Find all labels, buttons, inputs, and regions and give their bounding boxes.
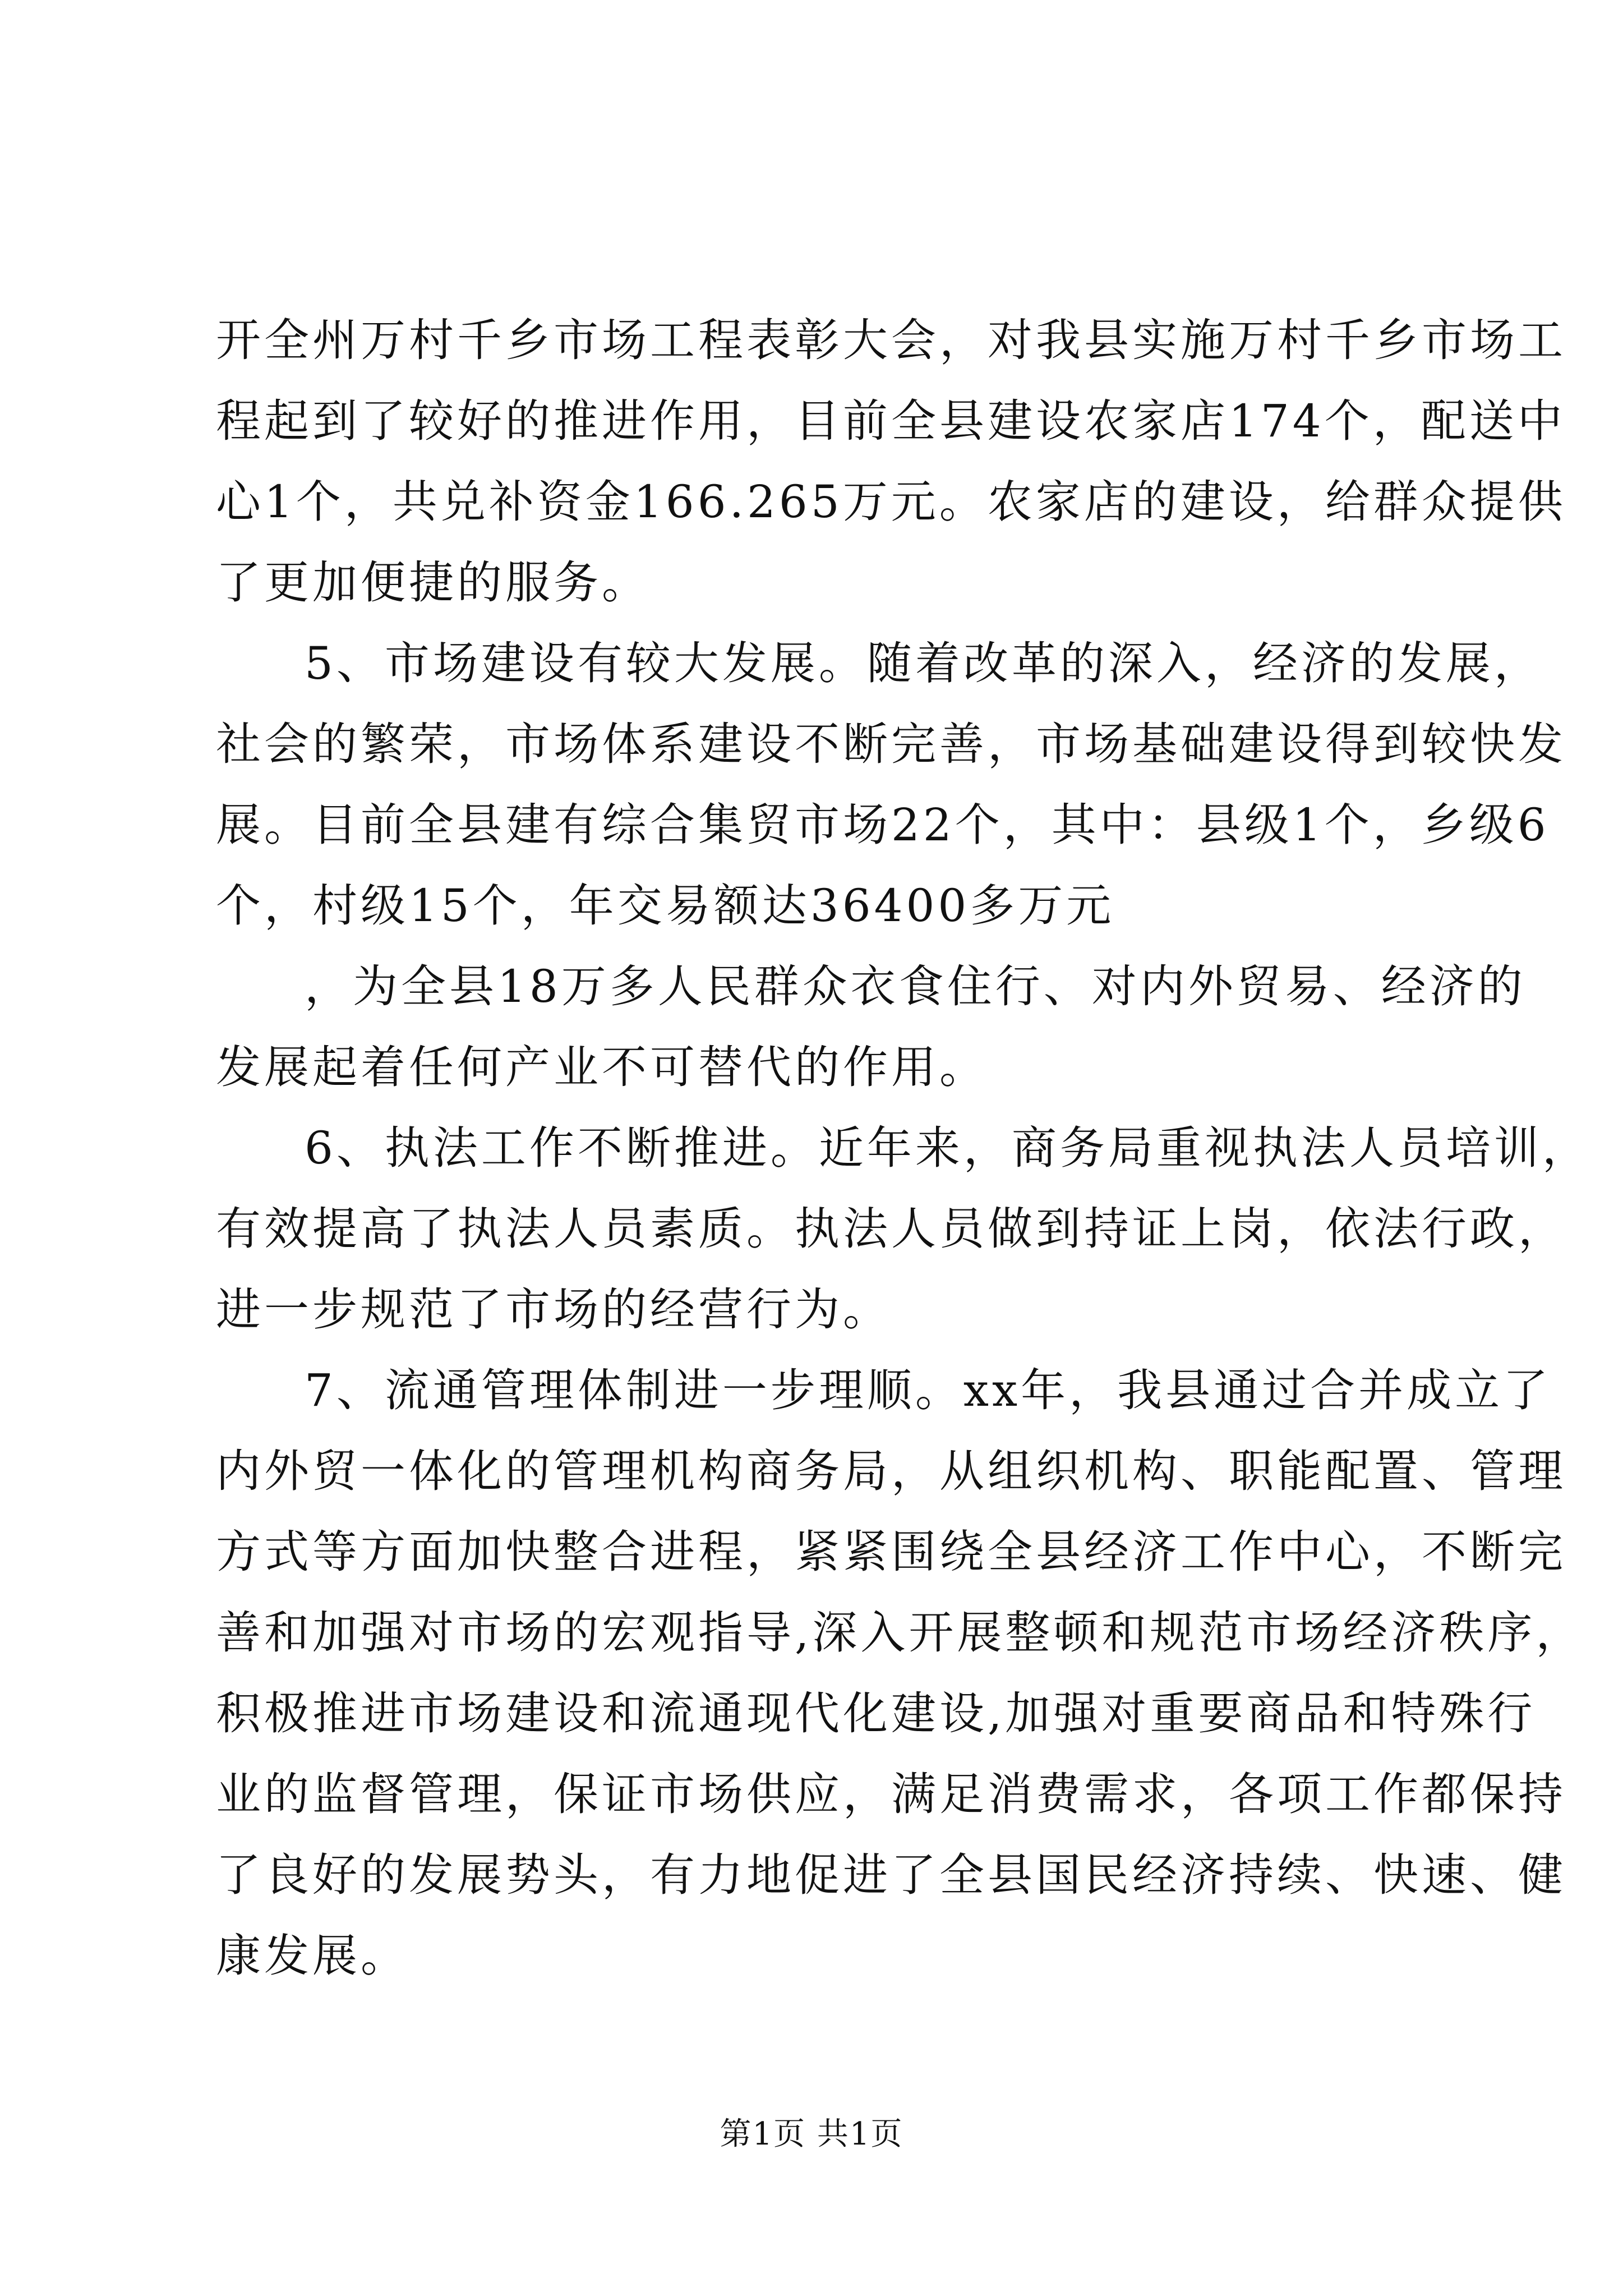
text-line: 程起到了较好的推进作用，目前全县建设农家店174个，配送中: [216, 395, 1566, 447]
paragraph-6-start: 6、执法工作不断推进。近年来，商务局重视执法人员培训，: [305, 1122, 1590, 1174]
text-line: ，为全县18万多人民群众衣食住行、对内外贸易、经济的: [305, 960, 1526, 1013]
text-line: 康发展。: [216, 1930, 409, 1982]
paragraph-7-start: 7、流通管理体制进一步理顺。xx年，我县通过合并成立了: [305, 1364, 1552, 1416]
text-line: 心1个，共兑补资金166.265万元。农家店的建设，给群众提供: [216, 476, 1566, 528]
text-line: 内外贸一体化的管理机构商务局，从组织机构、职能配置、管理: [216, 1445, 1566, 1497]
text-line: 善和加强对市场的宏观指导,深入开展整顿和规范市场经济秩序，: [216, 1607, 1584, 1659]
text-line: 个，村级15个，年交易额达36400多万元: [216, 880, 1115, 932]
text-line: 了更加便捷的服务。: [216, 556, 650, 609]
text-line: 开全州万村千乡市场工程表彰大会，对我县实施万村千乡市场工: [216, 314, 1566, 366]
text-line: 方式等方面加快整合进程，紧紧围绕全县经济工作中心，不断完: [216, 1526, 1566, 1578]
document-body: [216, 300, 1590, 1996]
text-line: 了良好的发展势头，有力地促进了全县国民经济持续、快速、健: [216, 1849, 1566, 1901]
paragraph-5-start: 5、市场建设有较大发展。随着改革的深入，经济的发展，: [305, 637, 1542, 689]
text-line: 社会的繁荣，市场体系建设不断完善，市场基础建设得到较快发: [216, 718, 1566, 770]
text-line: 展。目前全县建有综合集贸市场22个，其中：县级1个，乡级6: [216, 799, 1550, 851]
page-footer: 第1页 共1页: [720, 2116, 903, 2152]
text-line: 有效提高了执法人员素质。执法人员做到持证上岗，依法行政，: [216, 1203, 1566, 1255]
text-line: 业的监督管理，保证市场供应，满足消费需求，各项工作都保持: [216, 1768, 1566, 1820]
text-line: 发展起着任何产业不可替代的作用。: [216, 1041, 988, 1093]
text-line: 积极推进市场建设和流通现代化建设,加强对重要商品和特殊行: [216, 1687, 1536, 1740]
text-line: 进一步规范了市场的经营行为。: [216, 1283, 891, 1336]
